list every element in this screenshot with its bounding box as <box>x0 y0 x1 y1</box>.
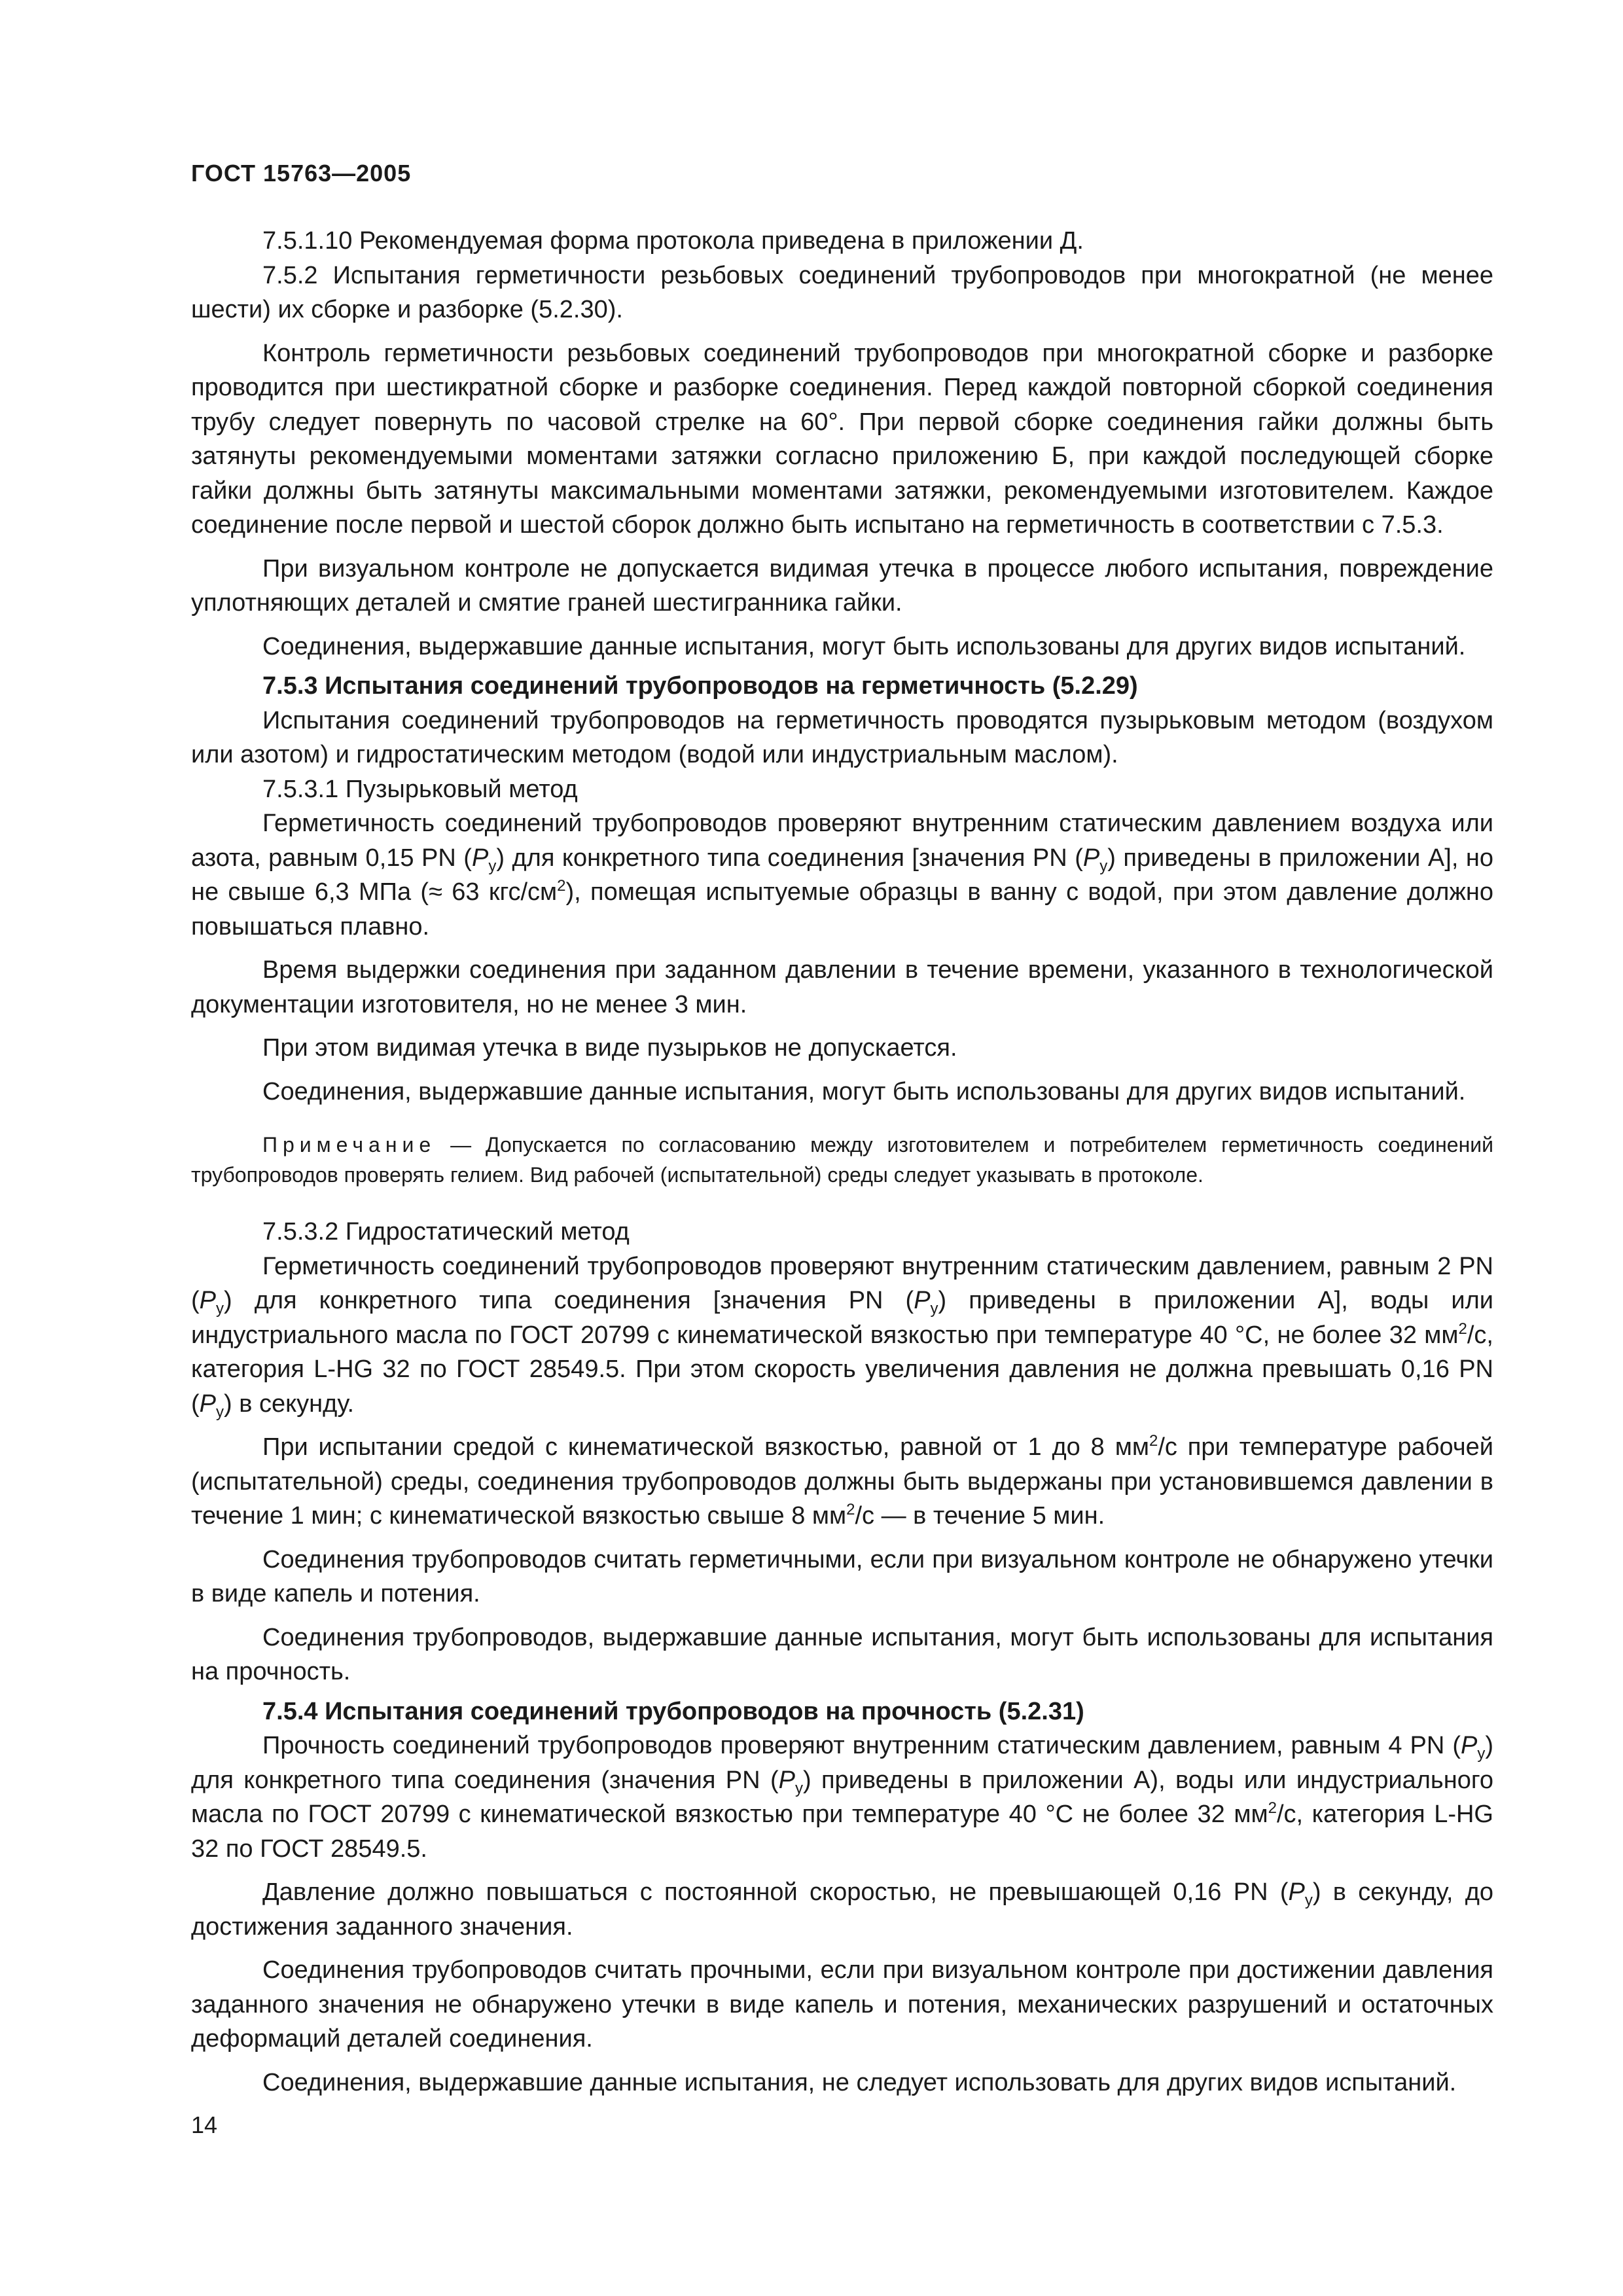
text-run: ) в секунду, до достижения заданного значения. <box>191 1878 1494 1941</box>
section-heading-7-5-3: 7.5.3 Испытания соединений трубопроводов на герметичность (5.2.29) <box>262 672 1138 700</box>
paragraph: 7.5.1.10 Рекомендуемая форма протокола приведена в приложении Д. <box>262 227 1084 255</box>
text-run: ) приведены в приложении А], воды или индустриального масла по ГОСТ 20799 с кинематической вязкостью при температуре 40 °С, не более 32 мм <box>191 1287 1493 1349</box>
subsection-heading: 7.5.3.1 Пузырьковый метод <box>262 775 578 803</box>
subscript: у <box>794 1779 803 1797</box>
paragraph <box>191 1430 1493 1534</box>
superscript: 2 <box>557 877 566 895</box>
subscript: у <box>216 1403 224 1421</box>
text-run: ) для конкретного типа соединения (значения PN ( <box>191 1732 1493 1794</box>
subscript: у <box>216 1300 224 1318</box>
symbol-p: P <box>1288 1878 1305 1906</box>
symbol-p: P <box>471 844 489 872</box>
text-run: ) для конкретного типа соединения [значения PN ( <box>496 844 1083 872</box>
symbol-p: P <box>1082 844 1100 872</box>
symbol-p: P <box>199 1287 217 1314</box>
superscript: 2 <box>1268 1799 1277 1817</box>
paragraph: Испытания соединений трубопроводов на герметичность проводятся пузырьковым методом (воздухом или азотом) и гидростатическим методом (водой или индустриальным маслом). <box>191 706 1493 768</box>
paragraph: Соединения трубопроводов считать герметичными, если при визуальном контроле не обнаружено утечки в виде капель и потения. <box>191 1545 1493 1607</box>
paragraph: При визуальном контроле не допускается видимая утечка в процессе любого испытания, повреждение уплотняющих деталей и смятие граней шестигранника гайки. <box>191 554 1493 617</box>
paragraph: Соединения, выдержавшие данные испытания, могут быть использованы для других видов испытаний. <box>262 1077 1466 1105</box>
text-run: /с, категория L-HG 32 по ГОСТ 28549.5. <box>191 1801 1493 1863</box>
text-run: ) приведены в приложении А), воды или индустриального масла по ГОСТ 20799 с кинематической вязкостью при температуре 40 °С не более 32 мм <box>191 1766 1493 1828</box>
paragraph <box>191 1875 1493 1944</box>
text-run: /с при температуре рабочей (испытательной) среды, соединения трубопроводов должны быть выдержаны при установившемся давлении в течение 1 мин; с кинематической вязкостью свыше 8 мм <box>191 1433 1494 1530</box>
page-number: 14 <box>191 2111 218 2138</box>
document-body <box>191 224 1493 2100</box>
superscript: 2 <box>1149 1432 1158 1450</box>
text-run: Давление должно повышаться с постоянной скоростью, не превышающей 0,16 PN ( <box>262 1878 1289 1906</box>
subscript: у <box>1099 857 1108 875</box>
subsection-heading: 7.5.3.2 Гидростатический метод <box>262 1218 630 1246</box>
note-label: Примечание <box>262 1133 437 1157</box>
paragraph: Время выдержки соединения при заданном давлении в течение времени, указанного в технологической документации изготовителя, но не менее 3 мин. <box>191 956 1493 1018</box>
paragraph <box>191 1249 1493 1422</box>
symbol-p: P <box>1460 1732 1478 1759</box>
text-run: ) приведены в приложении А], но не свыше 6,3 МПа (≈ 63 кгс/см <box>191 844 1493 906</box>
subscript: у <box>1304 1892 1313 1909</box>
paragraph: При этом видимая утечка в виде пузырьков не допускается. <box>262 1034 957 1062</box>
note-text: — Допускается по согласованию между изготовителем и потребителем герметичность соединений трубопроводов проверять гелием. Вид рабочей (испытательной) среды следует указывать в протоколе. <box>191 1133 1493 1187</box>
paragraph: Соединения трубопроводов, выдержавшие данные испытания, могут быть использованы для испытания на прочность. <box>191 1623 1493 1685</box>
superscript: 2 <box>846 1501 855 1518</box>
section-heading-7-5-4: 7.5.4 Испытания соединений трубопроводов на прочность (5.2.31) <box>262 1697 1084 1725</box>
text-run: Прочность соединений трубопроводов проверяют внутренним статическим давлением, равным 4 PN ( <box>262 1732 1461 1759</box>
subscript: у <box>1477 1745 1486 1763</box>
paragraph <box>191 806 1493 944</box>
symbol-p: P <box>778 1766 795 1794</box>
subscript: у <box>930 1300 938 1318</box>
paragraph: Соединения трубопроводов считать прочными, если при визуальном контроле при достижении давления заданного значения не обнаружено утечки в виде капель и потения, механических разрушений и остаточных деформаций деталей соединения. <box>191 1956 1493 2053</box>
text-run: При испытании средой с кинематической вязкостью, равной от 1 до 8 мм <box>262 1433 1149 1461</box>
text-run: ), помещая испытуемые образцы в ванну с водой, при этом давление должно повышаться плавно. <box>191 878 1493 941</box>
text-run: /с, категория L-HG 32 по ГОСТ 28549.5. При этом скорость увеличения давления не должна превышать 0,16 PN ( <box>191 1321 1493 1418</box>
text-run: ) для конкретного типа соединения [значения PN ( <box>224 1287 914 1314</box>
paragraph: Соединения, выдержавшие данные испытания, не следует использовать для других видов испытаний. <box>262 2068 1457 2096</box>
standard-header: ГОСТ 15763—2005 <box>191 160 412 187</box>
note <box>191 1130 1493 1190</box>
symbol-p: P <box>914 1287 931 1314</box>
text-run: /с — в течение 5 мин. <box>855 1502 1105 1530</box>
subscript: у <box>488 857 497 875</box>
paragraph: Соединения, выдержавшие данные испытания, могут быть использованы для других видов испытаний. <box>262 632 1466 660</box>
text-run: Герметичность соединений трубопроводов проверяют внутренним статическим давлением воздуха или азота, равным 0,15 PN ( <box>191 810 1493 872</box>
paragraph: Контроль герметичности резьбовых соединений трубопроводов при многократной сборке и разборке проводится при шестикратной сборке и разборке соединения. Перед каждой повторной сборкой соединения трубу следует повернуть по часовой стрелке на 60°. При первой сборке соединения гайки должны быть затянуты рекомендуемыми моментами затяжки согласно приложению Б, при каждой последующей сборке гайки должны быть затянуты максимальными моментами затяжки, рекомендуемыми изготовителем. Каждое соединение после первой и шестой сборок должно быть испытано на герметичность в соответствии с 7.5.3. <box>191 339 1493 539</box>
text-run: Герметичность соединений трубопроводов проверяют внутренним статическим давлением, равным 2 PN ( <box>191 1252 1493 1314</box>
paragraph: 7.5.2 Испытания герметичности резьбовых соединений трубопроводов при многократной (не менее шести) их сборке и разборке (5.2.30). <box>191 261 1493 323</box>
superscript: 2 <box>1458 1319 1467 1338</box>
text-run: ) в секунду. <box>224 1390 355 1418</box>
paragraph <box>191 1729 1493 1866</box>
symbol-p: P <box>199 1390 217 1418</box>
